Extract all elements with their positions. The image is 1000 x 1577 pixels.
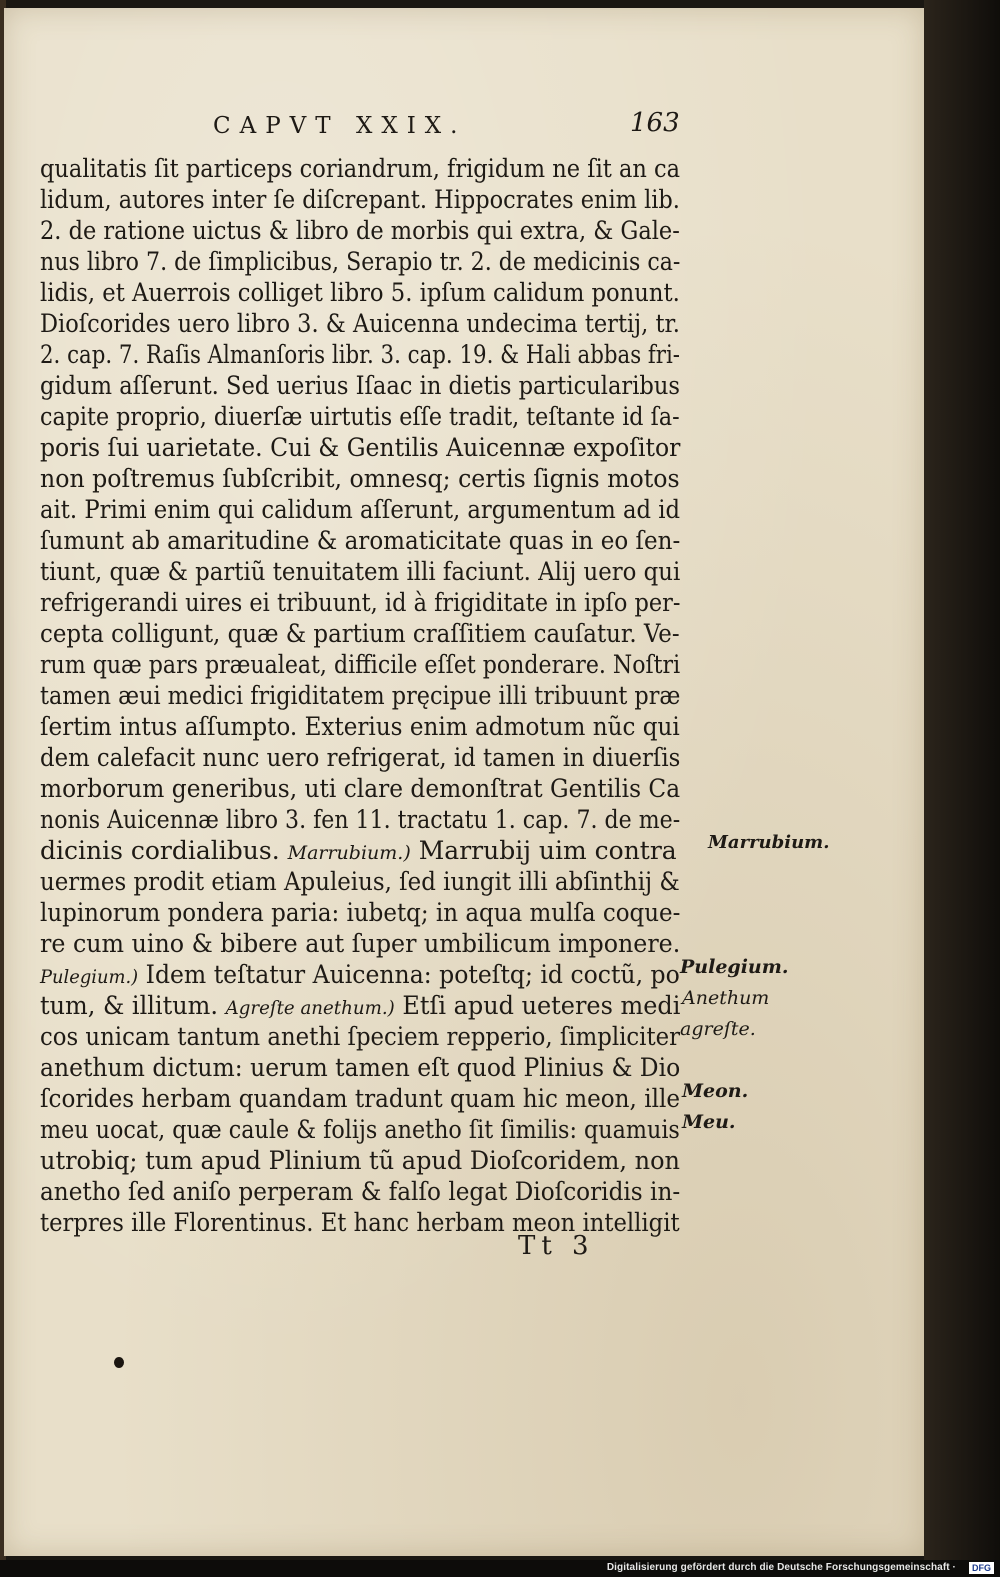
text-line: lupinorum pondera paria: iubetq; in aqua mulſa coque- (40, 898, 681, 927)
text-line: utrobiq; tum apud Plinium tũ apud Dioſcoridem, non (40, 1146, 680, 1175)
text-line: dem calefacit nunc uero refrigerat, id tamen in diuerſis (40, 743, 681, 772)
text-line: tamen æui medici frigiditatem pręcipue illi tribuunt præ (40, 681, 681, 710)
marginal-note: Pulegium. (680, 956, 789, 978)
text-line: lidum, autores inter ſe diſcrepant. Hippocrates enim lib. (40, 185, 680, 214)
text-line: ſcorides herbam quandam tradunt quam hic meon, ille (40, 1084, 681, 1113)
line-text: Marrubij uim contra (418, 836, 677, 865)
scan-right-edge (924, 0, 1000, 1560)
lemma: Marrubium.) (287, 842, 411, 864)
text-line: anetho ſed aniſo perperam & falſo legat Dioſcoridis in- (40, 1177, 681, 1206)
text-line: capite proprio, diuerſæ uirtutis eſſe tradit, teſtante id ſa- (40, 402, 680, 431)
lemma: Pulegium.) (40, 966, 139, 988)
line-text: Idem teſtatur Auicenna: poteſtq; id coctũ, po (145, 960, 680, 989)
text-line: lidis, et Auerrois colliget libro 5. ipſum calidum ponunt. (40, 278, 680, 307)
text-line: ſertim intus aſſumpto. Exterius enim admotum nũc qui (40, 712, 680, 741)
text-line: qualitatis ſit particeps coriandrum, frigidum ne ſit an ca (40, 154, 681, 183)
text-line: morborum generibus, uti clare demonſtrat Gentilis Ca (40, 774, 681, 803)
text-line: nonis Auicennæ libro 3. fen 11. tractatu 1. cap. 7. de me- (40, 805, 681, 834)
text-line: uermes prodit etiam Apuleius, ſed iungit illi abſinthij & (40, 867, 680, 896)
marginal-note: Meu. (682, 1111, 736, 1133)
text-line: anethum dictum: uerum tamen eſt quod Plinius & Dio (40, 1053, 681, 1082)
text-line: meu uocat, quæ caule & folijs anetho ſit ſimilis: quamuis (40, 1115, 680, 1144)
text-line: cos unicam tantum anethi ſpeciem repperio, ſimpliciter (40, 1022, 681, 1051)
line-text: tum, & illitum. (40, 991, 218, 1020)
dfg-logo: DFG (969, 1562, 994, 1574)
text-line: nus libro 7. de ſimplicibus, Serapio tr. 2. de medicinis ca- (40, 247, 681, 276)
line-text: dicinis cordialibus. (40, 836, 280, 865)
text-line: re cum uino & bibere aut ſuper umbilicum imponere. (40, 929, 681, 958)
text-line: poris ſui uarietate. Cui & Gentilis Auicennæ expoſitor (40, 433, 681, 462)
signature-mark: Tt 3 (518, 1231, 595, 1261)
footer-credit: Digitalisierung gefördert durch die Deutsche Forschungsgemeinschaft · (606, 1562, 956, 1573)
ink-dot (114, 1357, 124, 1368)
page-number: 163 (630, 108, 680, 138)
text-line: non poſtremus ſubſcribit, omnesq; certis ſignis motos (40, 464, 680, 493)
text-line: rum quæ pars præualeat, difficile eſſet ponderare. Noſtri (40, 650, 681, 679)
text-line: 2. de ratione uictus & libro de morbis qui extra, & Gale- (40, 216, 680, 245)
marginal-note: Marrubium. (708, 832, 830, 853)
text-line: refrigerandi uires ei tribuunt, id à frigiditate in ipſo per- (40, 588, 681, 617)
text-line: cepta colligunt, quæ & partium craſſitiem cauſatur. Ve- (40, 619, 680, 648)
line-text: Etſi apud ueteres medi (402, 991, 681, 1020)
text-line: 2. cap. 7. Raſis Almanſoris libr. 3. cap. 19. & Hali abbas fri- (40, 340, 681, 369)
marginal-note: agreſte. (680, 1018, 756, 1040)
text-line: tiunt, quæ & partiũ tenuitatem illi faciunt. Alij uero qui (40, 557, 681, 586)
text-line-with-lemma (40, 991, 680, 1022)
text-line: gidum aſſerunt. Sed uerius Iſaac in dietis particularibus (40, 371, 680, 400)
text-line: Dioſcorides uero libro 3. & Auicenna undecima tertij, tr. (40, 309, 680, 338)
text-line-with-lemma (40, 836, 677, 867)
marginal-note: Anethum (682, 987, 770, 1009)
running-head: CAPVT XXIX. (213, 113, 467, 139)
text-line-with-lemma (40, 960, 680, 991)
text-line: ait. Primi enim qui calidum aſſerunt, argumentum ad id (40, 495, 681, 524)
text-line: ſumunt ab amaritudine & aromaticitate quas in eo ſen- (40, 526, 681, 555)
lemma: Agreſte anethum.) (225, 997, 395, 1019)
text-line: terpres ille Florentinus. Et hanc herbam meon intelligit (40, 1208, 680, 1237)
marginal-note: Meon. (682, 1080, 749, 1102)
